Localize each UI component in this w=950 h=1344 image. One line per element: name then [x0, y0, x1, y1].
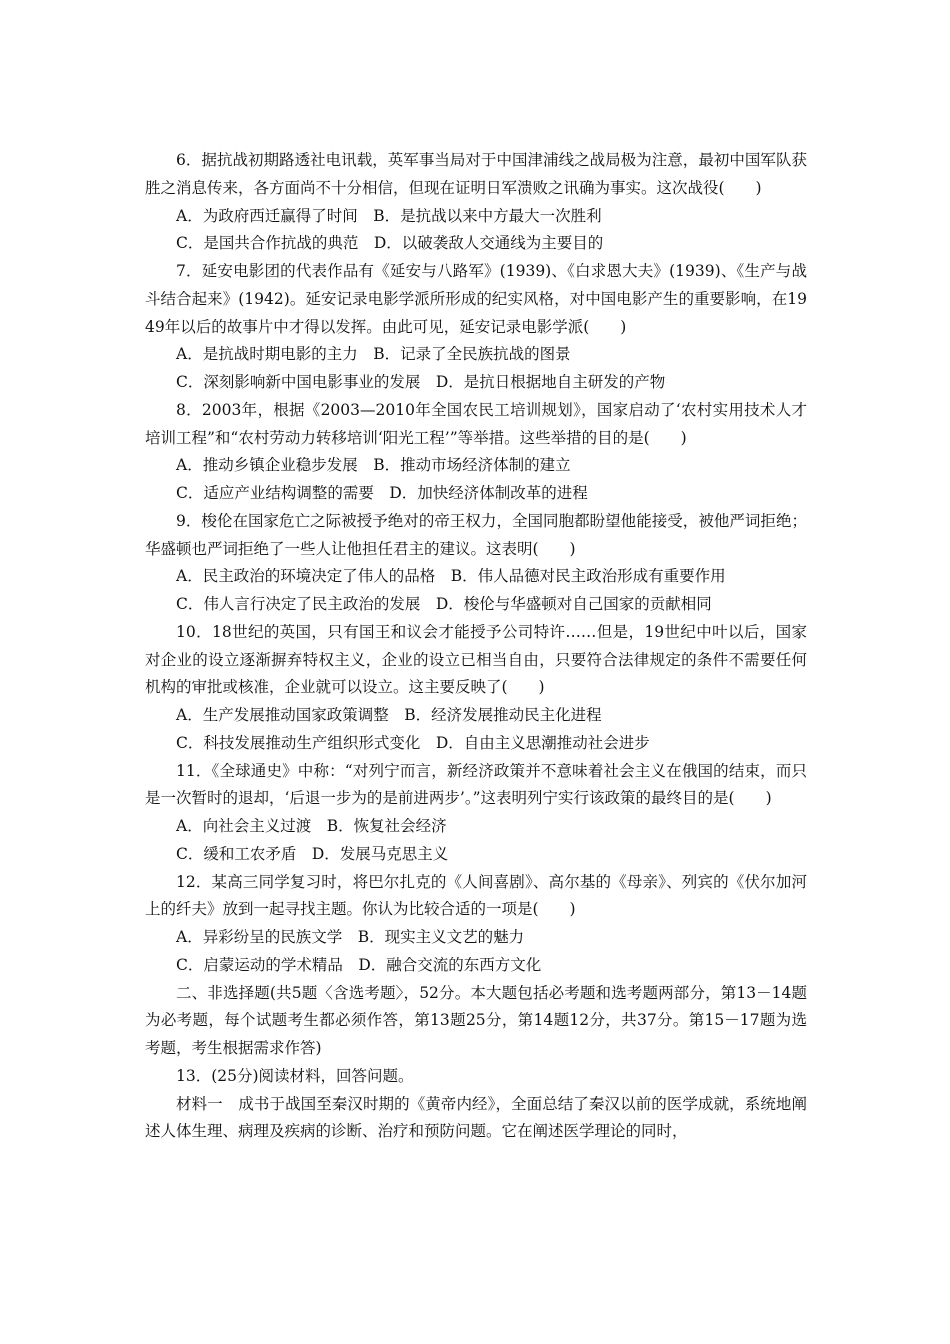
question-10-stem: 10．18世纪的英国，只有国王和议会才能授予公司特许……但是，19世纪中叶以后，国家对企业的设立逐渐摒弃特权主义，企业的设立已相当自由，只要符合法律规定的条件不需要任何机构的审批或核准，企业就可以设立。这主要反映了( ): [145, 622, 807, 697]
question-8-options-ab: A．推动乡镇企业稳步发展 B．推动市场经济体制的建立: [176, 456, 571, 475]
question-10-options-cd: C．科技发展推动生产组织形式变化 D．自由主义思潮推动社会进步: [176, 733, 650, 752]
document-page: [145, 147, 807, 1146]
question-9-stem: 9．梭伦在国家危亡之际被授予绝对的帝王权力，全国同胞都盼望他能接受，被他严词拒绝；华盛顿也严词拒绝了一些人让他担任君主的建议。这表明( ): [145, 511, 807, 558]
question-12-stem: 12．某高三同学复习时，将巴尔扎克的《人间喜剧》、高尔基的《母亲》、列宾的《伏尔加河上的纤夫》放到一起寻找主题。你认为比较合适的一项是( ): [145, 872, 807, 919]
question-11-stem: 11．《全球通史》中称：“对列宁而言，新经济政策并不意味着社会主义在俄国的结束，而只是一次暂时的退却，‘后退一步为的是前进两步’。”这表明列宁实行该政策的最终目的是( ): [145, 761, 807, 808]
question-9-options-cd: C．伟人言行决定了民主政治的发展 D．梭伦与华盛顿对自己国家的贡献相同: [176, 595, 712, 613]
question-12-options-cd: C．启蒙运动的学术精品 D．融合交流的东西方文化: [176, 955, 542, 974]
question-7-options-ab: A．是抗战时期电影的主力 B．记录了全民族抗战的图景: [176, 345, 571, 364]
question-8-options-cd: C．适应产业结构调整的需要 D．加快经济体制改革的进程: [176, 484, 588, 502]
question-10-options-ab: A．生产发展推动国家政策调整 B．经济发展推动民主化进程: [176, 706, 602, 724]
question-6-options-ab: A．为政府西迁赢得了时间 B．是抗战以来中方最大一次胜利: [176, 206, 602, 225]
question-7-stem: 7．延安电影团的代表作品有《延安与八路军》(1939)、《白求恩大夫》(1939)、《生产与战斗结合起来》(1942)。延安记录电影学派所形成的纪实风格，对中国电影产生的重要影响，在1949年以后的故事片中才得以发挥。由此可见，延安记录电影学派( ): [145, 262, 807, 336]
section-2-heading: 二、非选择题(共5题〈含选考题〉，52分。本大题包括必考题和选考题两部分，第13－14题为必考题，每个试题考生都必须作答，第13题25分，第14题12分，共37分。第15－17题为选考题，考生根据需求作答): [145, 983, 807, 1057]
question-13-intro: 13．(25分)阅读材料，回答问题。: [176, 1066, 414, 1085]
question-8-stem: 8．2003年，根据《2003—2010年全国农民工培训规划》，国家启动了‘农村实用技术人才培训工程”和“农村劳动力转移培训‘阳光工程’”等举措。这些举措的目的是( ): [145, 400, 807, 447]
question-7-options-cd: C．深刻影响新中国电影事业的发展 D．是抗日根据地自主研发的产物: [176, 373, 666, 391]
material-1-text: 材料一 成书于战国至秦汉时期的《黄帝内经》，全面总结了秦汉以前的医学成就，系统地阐述人体生理、病理及疾病的诊断、治疗和预防问题。它在阐述医学理论的同时，: [145, 1094, 807, 1141]
question-11-options-cd: C．缓和工农矛盾 D．发展马克思主义: [176, 844, 449, 863]
question-12-options-ab: A．异彩纷呈的民族文学 B．现实主义文艺的魅力: [176, 928, 525, 946]
question-6-options-cd: C．是国共合作抗战的典范 D．以破袭敌人交通线为主要目的: [176, 234, 604, 253]
question-11-options-ab: A．向社会主义过渡 B．恢复社会经济: [176, 817, 447, 835]
question-6-stem: 6．据抗战初期路透社电讯载，英军事当局对于中国津浦线之战局极为注意，最初中国军队获胜之消息传来，各方面尚不十分相信，但现在证明日军溃败之讯确为事实。这次战役( ): [145, 151, 807, 197]
question-9-options-ab: A．民主政治的环境决定了伟人的品格 B．伟人品德对民主政治形成有重要作用: [176, 567, 726, 586]
